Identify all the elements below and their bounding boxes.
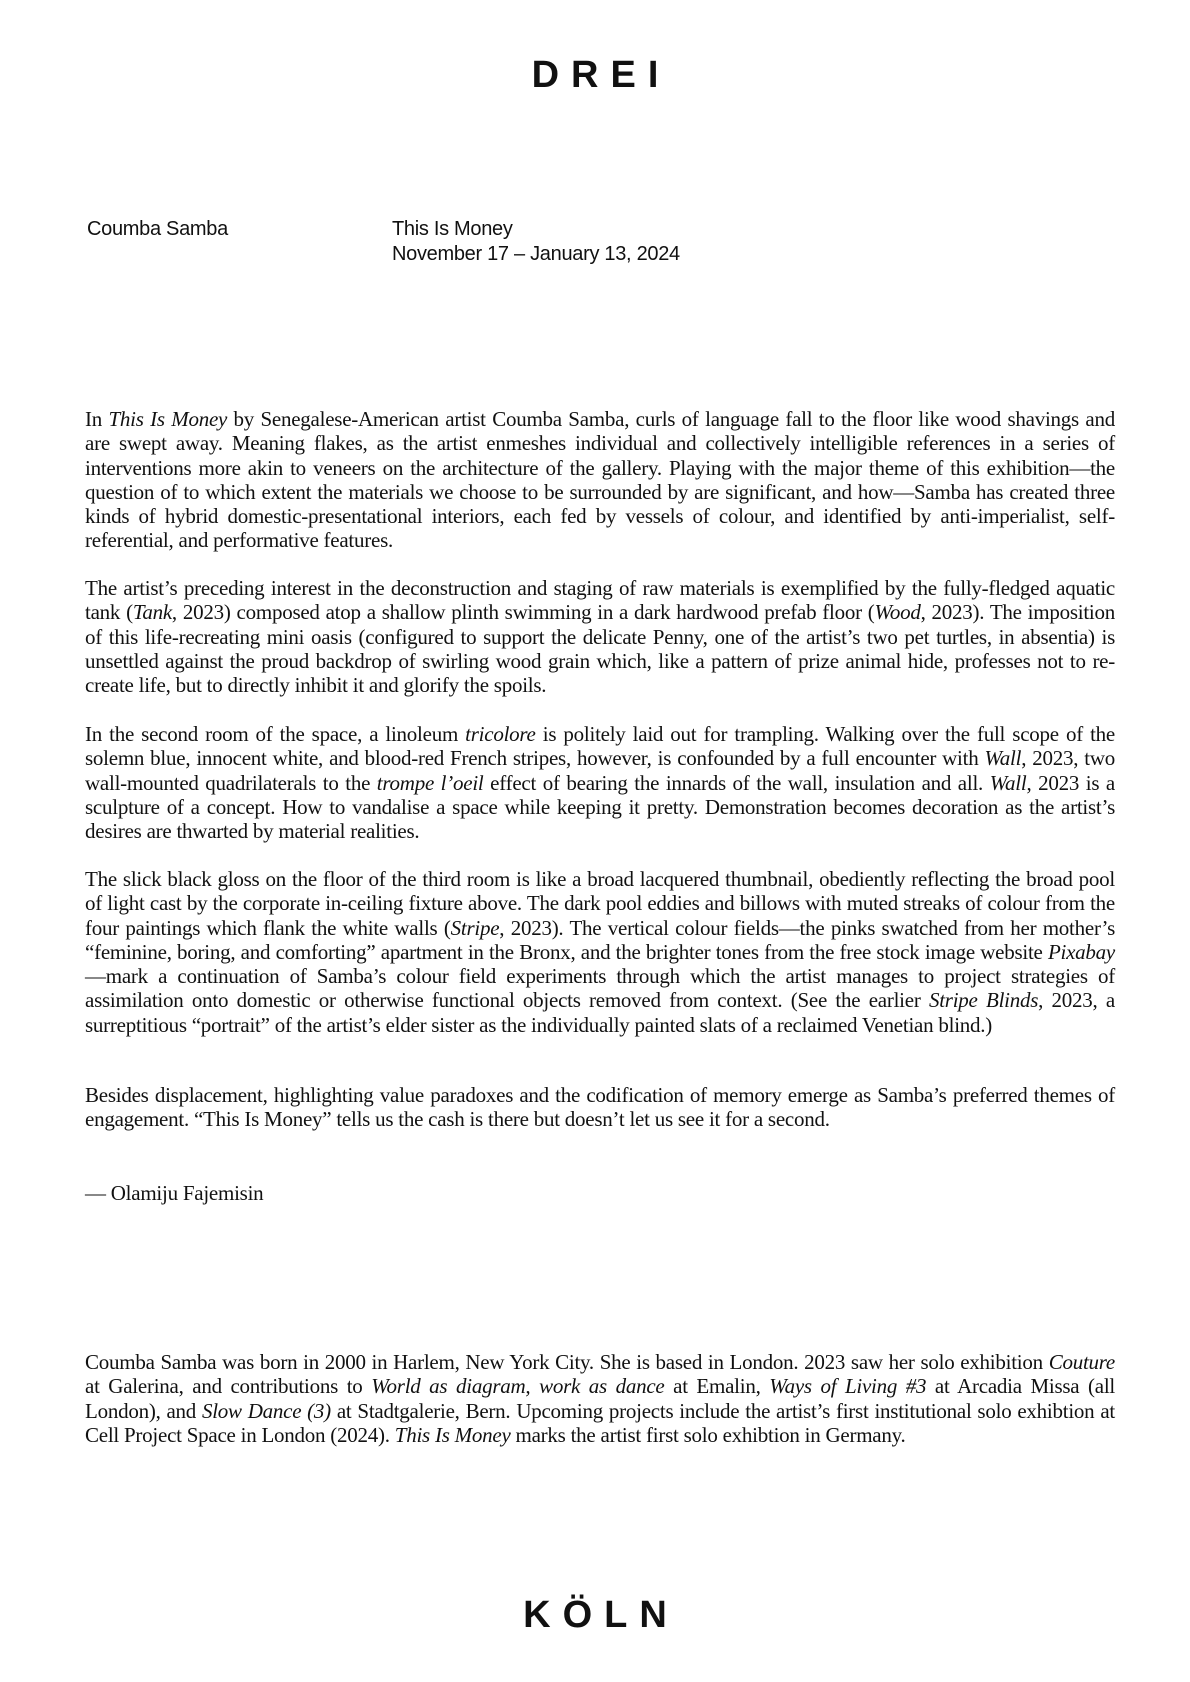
italic-title: Wall (989, 770, 1027, 795)
italic-title: Pixabay (1047, 939, 1115, 964)
italic-title: Stripe Blinds (928, 988, 1039, 1013)
essay-paragraph (85, 1083, 1115, 1132)
exhibition-title: This Is Money (392, 218, 513, 240)
text-run: by Senegalese-American artist Coumba Samba, curls of language fall to the floor like wood shavings and are swept away. Meaning flakes, as the artist enmeshes individual and collectively intelligible references in a series of interventions more akin to veneers on the architecture of the gallery. Playing with the major theme of this exhibition—the question of to which extent the materials we choose to be surrounded by are significant, and how—Samba has created three kinds of hybrid domestic-presentational interiors, each fed by vessels of colour, and identified by anti-imperialist, self-referential, and performative features. (85, 407, 1115, 553)
text-run: Besides displacement, highlighting value paradoxes and the codification of memory emerge as Samba’s preferred themes of engagement. “This Is Money” tells us the cash is there but doesn’t let us see it for a second. (85, 1083, 1115, 1132)
artist-name: Coumba Samba (87, 218, 228, 240)
text-run: —mark a continuation of Samba’s colour field experiments through which the artist manages to project strategies of assimilation onto domestic or otherwise functional objects removed from context. (See the earlier (85, 964, 1115, 1013)
italic-title: Tank (132, 600, 172, 625)
exhibition-info (392, 217, 680, 267)
text-run: The slick black gloss on the floor of the third room is like a broad lacquered thumbnail, obediently reflecting the broad pool of light cast by the corporate in-ceiling fixture above. The dark pool eddies and billows with muted streaks of colour from the four paintings which flank the white walls ( (85, 867, 1115, 940)
text-run: In (85, 407, 109, 431)
text-run: at Emalin, (664, 1374, 770, 1399)
exhibition-dates: November 17 – January 13, 2024 (392, 243, 680, 265)
italic-title: Ways of Living #3 (769, 1374, 927, 1399)
text-run: effect of bearing the innards of the wall, insulation and all. (483, 770, 990, 795)
text-run: In the second room of the space, a linoleum (85, 722, 466, 746)
italic-title: Slow Dance (3) (201, 1398, 331, 1423)
essay-signature: — Olamiju Fajemisin (85, 1181, 264, 1205)
artist-bio (85, 1350, 1115, 1447)
italic-title: trompe l’oeil (376, 770, 484, 795)
text-run: at Galerina, and contributions to (85, 1374, 372, 1399)
text-run: , 2023 is a sculpture of a concept. How to vandalise a space while keeping it pretty. Demonstration becomes decoration as the artist’s desires are thwarted by material realities. (85, 770, 1115, 844)
text-run: Coumba Samba was born in 2000 in Harlem, New York City. She is based in London. 2023 saw her solo exhibition (85, 1350, 1049, 1374)
italic-title: This Is Money (108, 407, 228, 431)
text-run: , 2023) composed atop a shallow plinth swimming in a dark hardwood prefab floor ( (171, 600, 875, 625)
text-run: is politely laid out for trampling. Walking over the full scope of the solemn blue, innocent white, and blood-red French stripes, however, is confounded by a full encounter with (85, 722, 1115, 771)
text-run: , 2023). The vertical colour fields—the pinks swatched from her mother’s “feminine, boring, and comforting” apartment in the Bronx, and the brighter tones from the free stock image website (85, 915, 1115, 964)
text-run: at Stadtgalerie, Bern. Upcoming projects include the artist’s first institutional solo exhibtion at Cell Project Space in London (2024). (85, 1398, 1115, 1447)
italic-title: Wood (874, 600, 921, 625)
italic-title: tricolore (465, 722, 536, 746)
italic-title: Couture (1048, 1350, 1115, 1374)
text-run: marks the artist first solo exhibtion in Germany. (510, 1422, 906, 1447)
text-run: at Arcadia Missa (all London), and (85, 1374, 1116, 1423)
essay-paragraph (85, 576, 1115, 697)
text-run: , 2023). The imposition of this life-recreating mini oasis (configured to support the delicate Penny, one of the artist’s two pet turtles, in absentia) is unsettled against the proud backdrop of swirling wood grain which, like a pattern of prize animal hide, professes not to re-create life, but to directly inhibit it and glorify the spoils. (85, 600, 1116, 698)
text-run: , 2023, a surreptitious “portrait” of the artist’s elder sister as the individually painted slats of a reclaimed Venetian blind.) (85, 988, 1115, 1037)
italic-title: Stripe (450, 915, 500, 940)
text-run: The artist’s preceding interest in the deconstruction and staging of raw materials is exemplified by the fully-fledged aquatic tank ( (85, 576, 1115, 625)
essay-paragraph (85, 407, 1115, 553)
essay-paragraph (85, 867, 1115, 1037)
essay-paragraph (85, 722, 1115, 843)
gallery-logo: DREI (531, 54, 671, 96)
italic-title: World as diagram, work as dance (371, 1374, 665, 1399)
text-run: , 2023, two wall-mounted quadrilaterals to the (85, 746, 1115, 795)
italic-title: This Is Money (394, 1422, 511, 1447)
italic-title: Wall (984, 746, 1022, 771)
gallery-location-logo: KÖLN (523, 1594, 679, 1636)
